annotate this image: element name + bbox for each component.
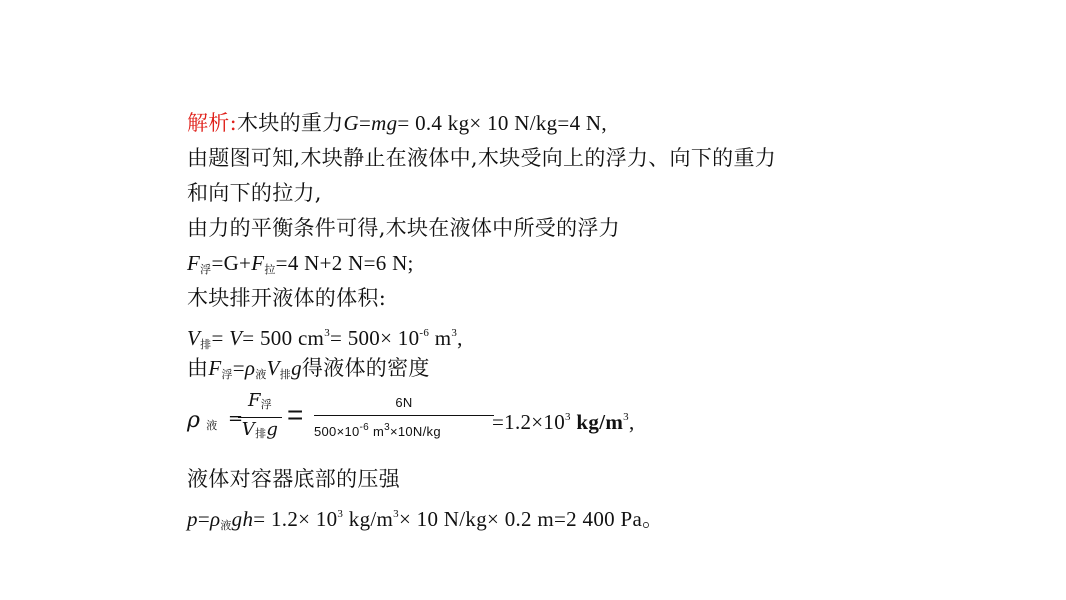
math-V-2: V	[266, 356, 280, 380]
frac2-den-b: m	[369, 424, 385, 439]
analysis-label: 解析	[187, 111, 230, 135]
line7-unit: m	[429, 326, 452, 350]
math-V-pai: V	[187, 326, 201, 350]
sub-ye: 液	[255, 368, 267, 381]
result-sup3: 3	[623, 411, 629, 423]
solution-line-4: 由力的平衡条件可得,木块在液体中所受的浮力	[187, 216, 620, 240]
fraction1-denominator	[238, 418, 282, 446]
frac2-den-sup3: 3	[384, 422, 390, 433]
math-F-buoyancy: F	[187, 251, 201, 275]
fraction-F-over-Vg	[238, 389, 282, 446]
formula-eq-small: =	[228, 408, 244, 429]
solution-line-1	[187, 107, 887, 142]
density-formula	[187, 389, 887, 453]
sup-3: 3	[324, 327, 331, 339]
line7-val: = 500 cm	[242, 326, 325, 350]
fraction2-denominator	[314, 416, 494, 444]
result-unit: kg/m	[570, 410, 624, 434]
math-F: F	[208, 356, 222, 380]
line8-eq: =	[232, 356, 245, 380]
solution-line-5	[187, 247, 887, 282]
sub-fu-2: 浮	[221, 368, 233, 381]
line10-sup3b: 3	[393, 508, 399, 520]
line8-prefix: 由	[187, 356, 209, 380]
sub-pai-2: 排	[279, 368, 292, 381]
result-eq: =1.2×10	[492, 410, 566, 434]
formula-rho-sub: 液	[206, 419, 218, 432]
frac1-F: F	[247, 390, 261, 411]
frac1-sub-pai: 排	[255, 427, 267, 440]
line10-eq: =	[197, 507, 210, 531]
line10-unit: kg/m	[343, 507, 394, 531]
solution-text	[187, 107, 887, 533]
sup-neg6: -6	[419, 327, 430, 339]
solution-line-7	[187, 317, 887, 352]
math-p: p	[187, 507, 198, 531]
line7-tail: ,	[457, 326, 463, 350]
formula-rho-symbol: ρ	[187, 408, 201, 433]
line10-sup3: 3	[337, 508, 344, 520]
fraction2-numerator: 6N	[395, 395, 413, 410]
sub-fu: 浮	[200, 264, 212, 276]
solution-line-10	[187, 498, 887, 533]
line7-eq: =	[211, 326, 230, 350]
line1-math-rest: = 0.4 kg× 10 N/kg=4 N,	[397, 111, 607, 135]
line7-val2: = 500× 10	[330, 326, 420, 350]
line10-rest: × 10 N/kg× 0.2 m=2 400 Pa。	[398, 507, 664, 531]
line10-val: = 1.2× 10	[253, 507, 338, 531]
math-F-pull: F	[251, 251, 265, 275]
math-eq: =	[358, 111, 372, 135]
sub-pai: 排	[200, 339, 212, 351]
solution-line-3: 和向下的拉力,	[187, 181, 322, 205]
solution-line-8	[187, 352, 887, 387]
line8-suffix: 得液体的密度	[301, 356, 430, 380]
frac2-den-sup: -6	[359, 422, 370, 433]
math-mg: mg	[371, 111, 398, 135]
line5-eq-G: =G+	[211, 251, 252, 275]
line1-text: 木块的重力	[237, 111, 344, 135]
frac1-g: g	[266, 419, 279, 440]
solution-line-9: 液体对容器底部的压强	[187, 467, 400, 491]
result-tail: ,	[628, 410, 635, 434]
math-rho: ρ	[244, 356, 256, 380]
math-rho-2: ρ	[209, 507, 221, 531]
math-G: G	[343, 111, 359, 135]
result-sup: 3	[565, 411, 571, 423]
frac2-den-a: 500×10	[314, 424, 360, 439]
fraction-numeric	[314, 389, 494, 444]
formula-eq-big: =	[287, 399, 304, 430]
solution-line-2: 由题图可知,木块静止在液体中,木块受向上的浮力、向下的重力	[187, 146, 777, 170]
line5-rest: =4 N+2 N=6 N;	[275, 251, 414, 275]
math-gh: gh	[231, 507, 254, 531]
fraction1-numerator	[238, 389, 282, 417]
math-V: V	[229, 326, 243, 350]
formula-rho	[187, 405, 218, 442]
analysis-colon: :	[229, 111, 237, 135]
sup-3b: 3	[451, 327, 458, 339]
math-g: g	[291, 356, 302, 380]
frac1-sub-fu: 浮	[260, 398, 273, 411]
formula-result	[492, 401, 635, 438]
sub-ye-2: 液	[220, 520, 232, 532]
sub-la: 拉	[264, 264, 276, 276]
frac2-den-c: ×10N/kg	[389, 424, 441, 439]
solution-line-6: 木块排开液体的体积:	[187, 286, 387, 310]
frac1-V: V	[241, 419, 256, 440]
